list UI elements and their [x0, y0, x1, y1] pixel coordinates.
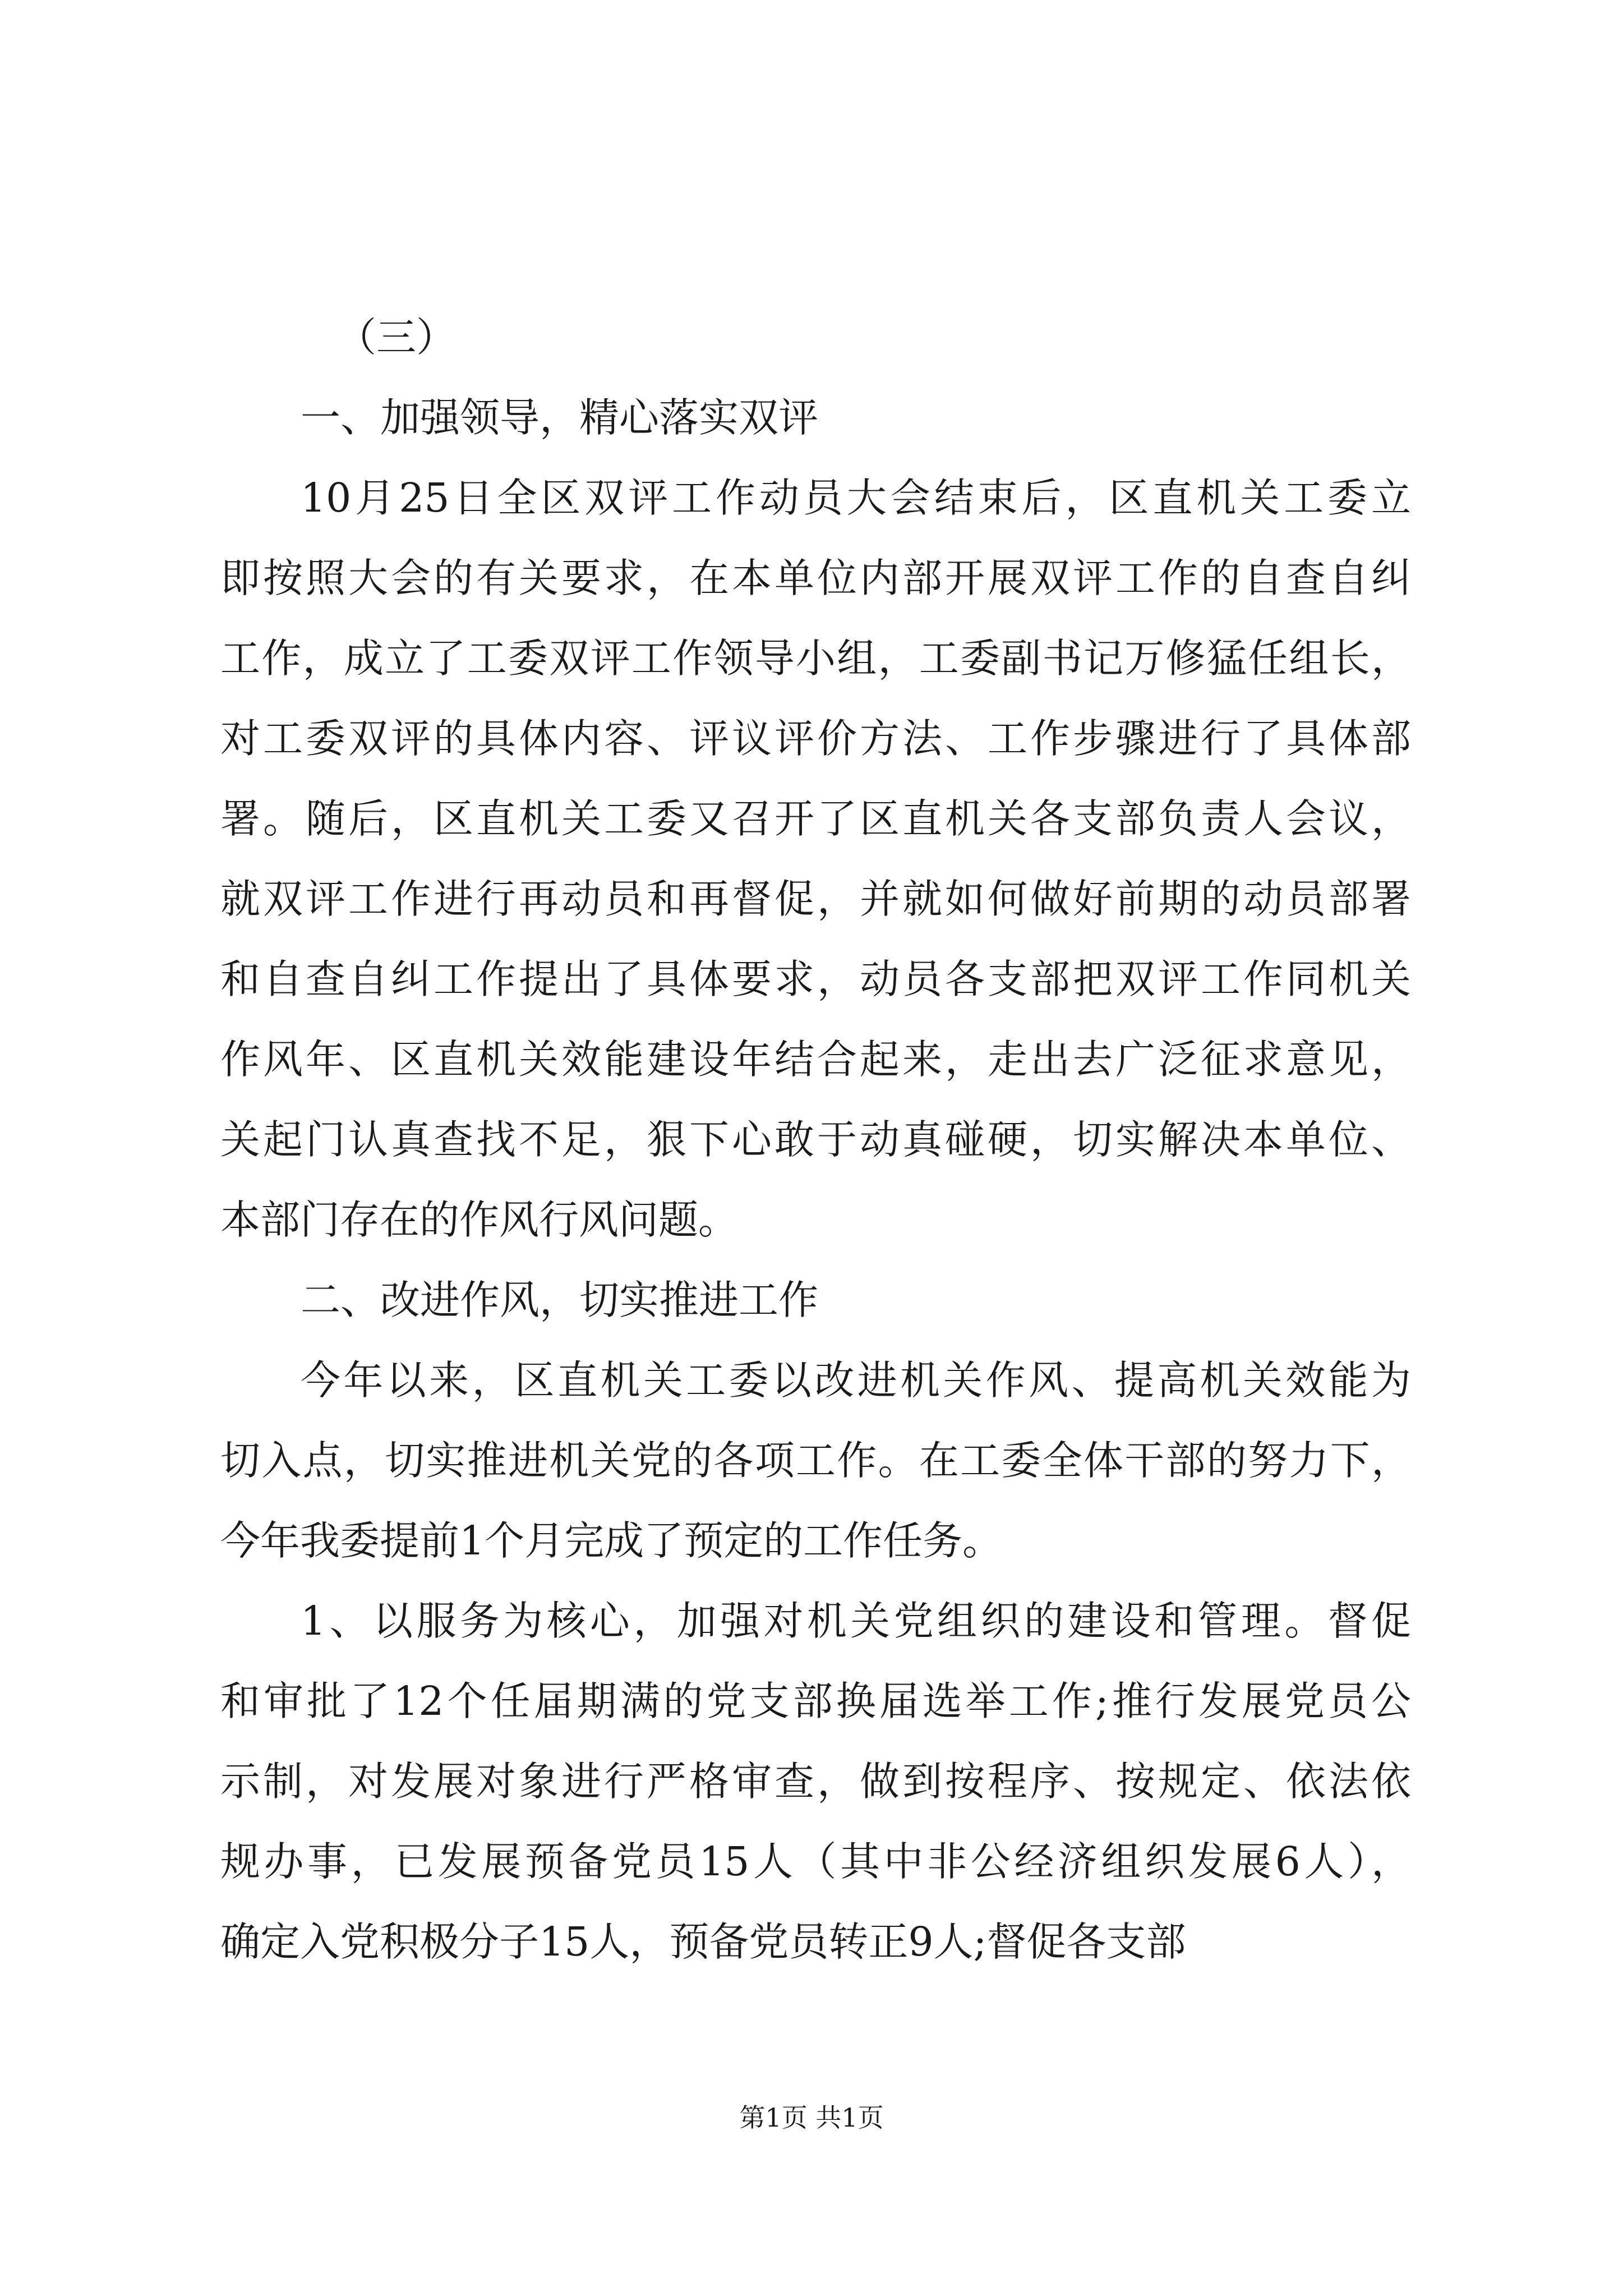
page-footer: 第1页 共1页 [739, 2102, 884, 2133]
paragraph-line: 10月25日全区双评工作动员大会结束后，区直机关工委立 [301, 475, 1411, 521]
paragraph-line: 本部门存在的作风行风问题。 [220, 1197, 739, 1243]
heading-1: 一、加强领导，精心落实双评 [301, 394, 819, 441]
paragraph-line: 1、以服务为核心，加强对机关党组织的建设和管理。督促 [301, 1598, 1411, 1644]
paragraph-line: 今年我委提前1个月完成了预定的工作任务。 [220, 1517, 1003, 1564]
paragraph-line: 对工委双评的具体内容、评议评价方法、工作步骤进行了具体部 [220, 715, 1411, 762]
section-marker: （三） [336, 314, 457, 361]
paragraph-line: 切入点，切实推进机关党的各项工作。在工委全体干部的努力下， [220, 1437, 1411, 1484]
paragraph-line: 和自查自纠工作提出了具体要求，动员各支部把双评工作同机关 [220, 956, 1411, 1002]
heading-2: 二、改进作风，切实推进工作 [301, 1277, 819, 1323]
paragraph-line: 即按照大会的有关要求，在本单位内部开展双评工作的自查自纠 [220, 555, 1411, 601]
paragraph-line: 署。随后，区直机关工委又召开了区直机关各支部负责人会议， [220, 795, 1411, 842]
paragraph-line: 就双评工作进行再动员和再督促，并就如何做好前期的动员部署 [220, 876, 1411, 922]
document-body [220, 297, 1411, 1982]
paragraph-line: 关起门认真查找不足，狠下心敢于动真碰硬，切实解决本单位、 [220, 1116, 1411, 1163]
paragraph-line: 和审批了12个任届期满的党支部换届选举工作;推行发展党员公 [220, 1678, 1411, 1724]
paragraph-line: 作风年、区直机关效能建设年结合起来，走出去广泛征求意见， [220, 1036, 1411, 1083]
paragraph-line: 示制，对发展对象进行严格审查，做到按程序、按规定、依法依 [220, 1758, 1411, 1805]
paragraph-line: 确定入党积极分子15人，预备党员转正9人;督促各支部 [220, 1918, 1186, 1965]
paragraph-line: 规办事，已发展预备党员15人（其中非公经济组织发展6人）， [220, 1838, 1411, 1885]
paragraph-line: 今年以来，区直机关工委以改进机关作风、提高机关效能为 [301, 1357, 1411, 1404]
paragraph-line: 工作，成立了工委双评工作领导小组，工委副书记万修猛任组长， [220, 635, 1411, 682]
